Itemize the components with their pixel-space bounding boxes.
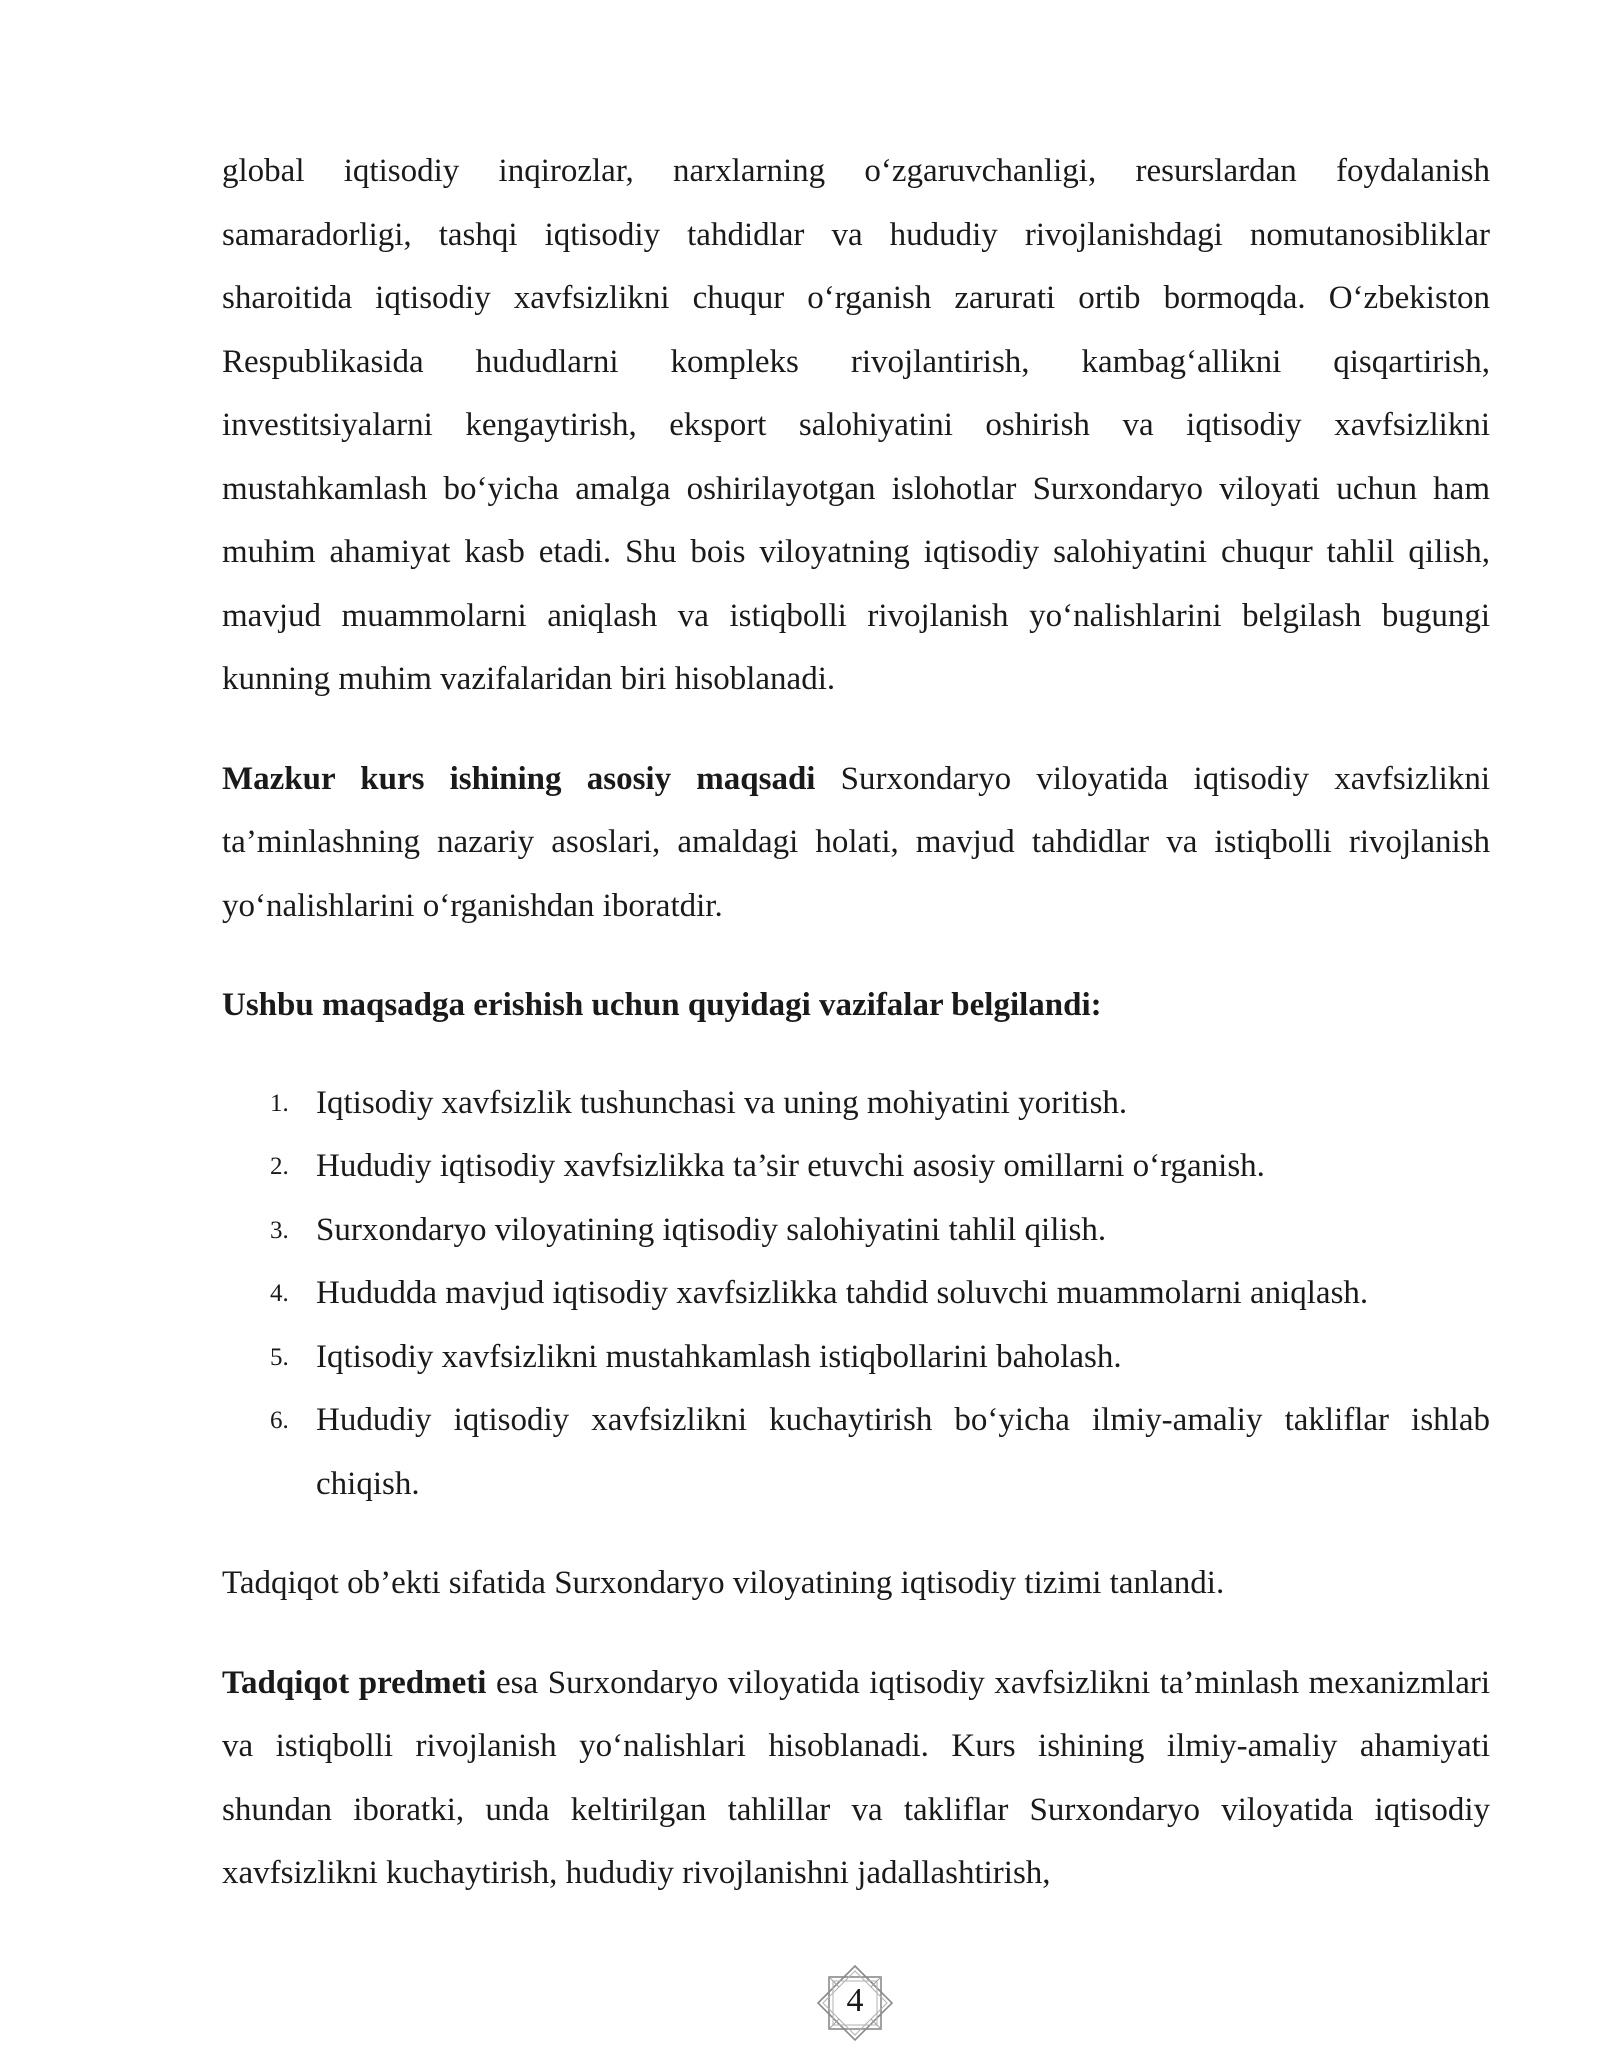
list-item-text: Hududiy iqtisodiy xavfsizlikni kuchaytirish bo‘yicha ilmiy-amaliy takliflar ishlab chiqish. <box>316 1402 1490 1502</box>
goal-text: Surxondaryo viloyatida iqtisodiy xavfsizlikni ta’minlashning nazariy asoslari, amaldagi holati, mavjud tahdidlar va istiqbolli rivojlanish yo‘nalishlarini o‘rganishdan iboratdir. <box>222 760 1491 924</box>
object-paragraph: Tadqiqot ob’ekti sifatida Surxondaryo viloyatining iqtisodiy tizimi tanlandi. <box>222 1565 1225 1601</box>
list-item-text: Iqtisodiy xavfsizlik tushunchasi va uning mohiyatini yoritish. <box>316 1084 1128 1121</box>
subject-paragraph <box>222 1652 1490 1906</box>
list-item <box>222 1135 1490 1199</box>
spacer <box>222 938 1490 974</box>
spacer <box>222 1516 1490 1552</box>
list-item-number: 4. <box>270 1280 289 1307</box>
goal-lead: Mazkur kurs ishining asosiy maqsadi <box>222 760 816 797</box>
list-item-number: 2. <box>270 1153 289 1180</box>
page-number: 4 <box>846 1982 864 2019</box>
list-item-number: 6. <box>270 1407 289 1434</box>
goal-paragraph <box>222 748 1490 939</box>
tasks-heading: Ushbu maqsadga erishish uchun quyidagi vazifalar belgilandi: <box>222 987 1102 1023</box>
spacer <box>222 1616 1490 1652</box>
list-item-number: 5. <box>270 1343 289 1371</box>
list-item <box>222 1262 1490 1326</box>
list-item <box>222 1199 1490 1263</box>
subject-text: esa Surxondaryo viloyatida iqtisodiy xavfsizlikni ta’minlash mexanizmlari va istiqbolli rivojlanish yo‘nalishlari hisoblanadi. Kurs ishining ilmiy-amaliy ahamiyati shundan iboratki, unda keltirilgan tahlillar va takliflar Surxondaryo viloyatida iqtisodiy xavfsizlikni kuchaytirish, hududiy rivojlanishni jadallashtirish, <box>222 1664 1490 1891</box>
list-item-number: 1. <box>270 1089 289 1117</box>
spacer <box>222 712 1490 748</box>
tasks-list <box>222 1072 1490 1517</box>
subject-lead: Tadqiqot predmeti <box>222 1664 487 1701</box>
list-item <box>222 1072 1490 1136</box>
list-item-text: Surxondaryo viloyatining iqtisodiy salohiyatini tahlil qilish. <box>316 1211 1107 1248</box>
document-page <box>222 140 1490 1906</box>
list-item <box>222 1326 1490 1390</box>
list-item <box>222 1389 1490 1516</box>
list-item-text: Iqtisodiy xavfsizlikni mustahkamlash istiqbollarini baholash. <box>316 1338 1122 1375</box>
list-item-text: Hududda mavjud iqtisodiy xavfsizlikka tahdid soluvchi muammolarni aniqlash. <box>316 1275 1369 1311</box>
spacer <box>222 1038 1490 1072</box>
list-item-number: 3. <box>270 1216 289 1244</box>
page-footer <box>815 1963 895 2043</box>
intro-paragraph: global iqtisodiy inqirozlar, narxlarning o‘zgaruvchanligi, resurslardan foydalanish samaradorligi, tashqi iqtisodiy tahdidlar va hududiy rivojlanishdagi nomutanosibliklar sharoitida iqtisodiy xavfsizlikni chuqur o‘rganish zarurati ortib bormoqda. O‘zbekiston Respublikasida hududlarni kompleks rivojlantirish, kambag‘allikni qisqartirish, investitsiyalarni kengaytirish, eksport salohiyatini oshirish va iqtisodiy xavfsizlikni mustahkamlash bo‘yicha amalga oshirilayotgan islohotlar Surxondaryo viloyati uchun ham muhim ahamiyat kasb etadi. Shu bois viloyatning iqtisodiy salohiyatini chuqur tahlil qilish, mavjud muammolarni aniqlash va istiqbolli rivojlanish yo‘nalishlarini belgilash bugungi kunning muhim vazifalaridan biri hisoblanadi. <box>222 153 1490 697</box>
list-item-text: Hududiy iqtisodiy xavfsizlikka ta’sir etuvchi asosiy omillarni o‘rganish. <box>316 1148 1265 1184</box>
